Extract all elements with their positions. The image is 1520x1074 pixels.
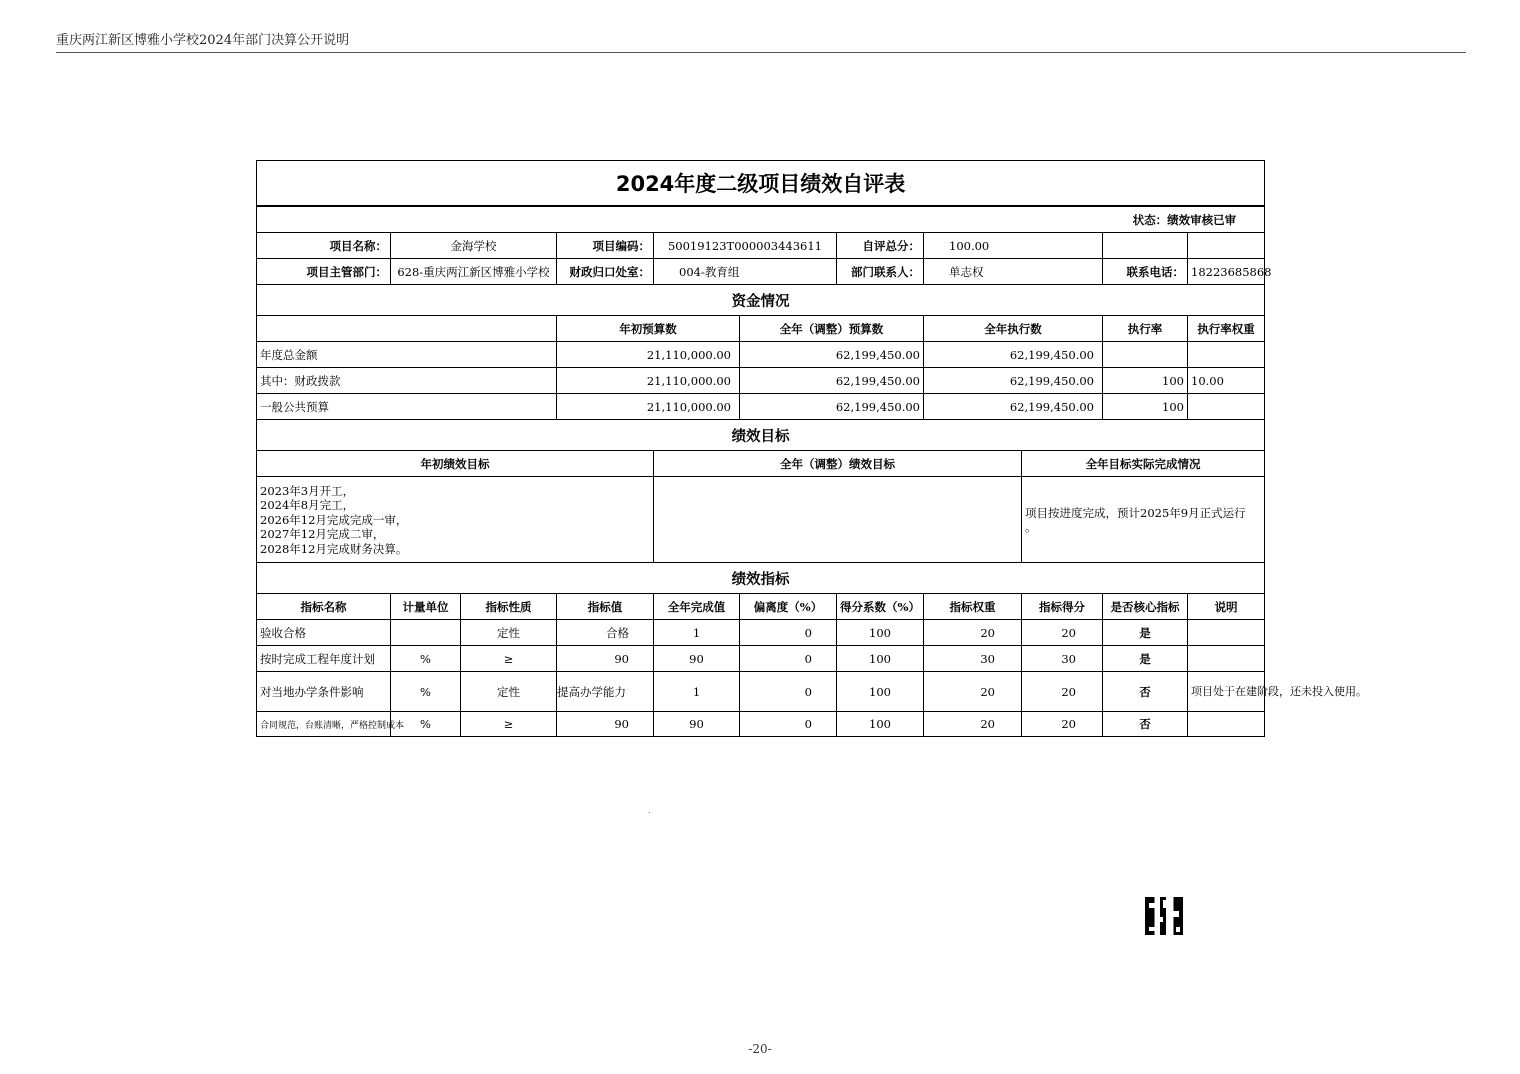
funds-row-rate: 100 xyxy=(1103,368,1188,394)
indicator-actual: 90 xyxy=(654,712,740,737)
initial-goal-line: 2026年12月完成完成一审， xyxy=(260,512,408,527)
initial-goal-line: 2028年12月完成财务决算。 xyxy=(260,541,408,556)
indicator-deviation: 0 xyxy=(740,620,837,646)
funds-section-title: 资金情况 xyxy=(257,285,1265,316)
dept-label: 项目主管部门： xyxy=(257,259,391,285)
empty-cell xyxy=(1188,233,1265,259)
funds-row-executed: 62,199,450.00 xyxy=(924,342,1103,368)
qr-code-icon xyxy=(1145,897,1183,935)
self-score-label: 自评总分： xyxy=(837,233,924,259)
indicator-value: 90 xyxy=(557,646,654,672)
contact-value: 单志权 xyxy=(924,259,1103,285)
project-code-value: 50019123T000003443611 xyxy=(654,233,837,259)
page-number: -20- xyxy=(748,1042,772,1056)
funds-row-name: 一般公共预算 xyxy=(257,394,557,420)
indicator-header: 说明 xyxy=(1188,594,1265,620)
funds-row-initial: 21,110,000.00 xyxy=(557,368,740,394)
funds-row-rate: 100 xyxy=(1103,394,1188,420)
funds-header-adjusted: 全年（调整）预算数 xyxy=(740,316,924,342)
indicator-header: 是否核心指标 xyxy=(1103,594,1188,620)
indicator-header: 偏离度（%） xyxy=(740,594,837,620)
funds-row xyxy=(257,394,1265,420)
indicator-weight: 20 xyxy=(924,620,1022,646)
self-score-value: 100.00 xyxy=(924,233,1103,259)
indicator-name: 对当地办学条件影响 xyxy=(257,672,391,712)
indicator-coef: 100 xyxy=(837,672,924,712)
funds-row-weight xyxy=(1188,394,1265,420)
project-code-label: 项目编码： xyxy=(557,233,654,259)
initial-goal-line: 2024年8月完工， xyxy=(260,498,355,513)
indicator-score: 20 xyxy=(1022,672,1103,712)
funds-row-executed: 62,199,450.00 xyxy=(924,394,1103,420)
initial-goal-line: 2023年3月开工， xyxy=(260,483,355,498)
indicator-weight: 20 xyxy=(924,712,1022,737)
funds-header-initial: 年初预算数 xyxy=(557,316,740,342)
actual-goal-text xyxy=(1022,477,1265,563)
project-name-label: 项目名称： xyxy=(257,233,391,259)
funds-row-name: 其中：财政拨款 xyxy=(257,368,557,394)
indicator-value: 合格 xyxy=(557,620,654,646)
phone-value: 18223685868 xyxy=(1188,259,1265,285)
indicator-core: 否 xyxy=(1103,712,1188,737)
indicator-nature: 定性 xyxy=(461,620,557,646)
funds-row-adjusted: 62,199,450.00 xyxy=(740,342,924,368)
indicator-coef: 100 xyxy=(837,646,924,672)
indicator-row xyxy=(257,672,1265,712)
indicator-actual: 90 xyxy=(654,646,740,672)
indicator-deviation: 0 xyxy=(740,712,837,737)
funds-row xyxy=(257,368,1265,394)
indicator-note: 项目处于在建阶段，还未投入使用。 xyxy=(1188,672,1265,712)
indicator-header: 指标性质 xyxy=(461,594,557,620)
indicator-header: 计量单位 xyxy=(391,594,461,620)
goals-header-adjusted: 全年（调整）绩效目标 xyxy=(654,451,1022,477)
indicators-section-title: 绩效指标 xyxy=(257,563,1265,594)
indicator-actual: 1 xyxy=(654,620,740,646)
indicator-nature: 定性 xyxy=(461,672,557,712)
stray-dot: . xyxy=(648,806,651,815)
project-name-value: 金海学校 xyxy=(391,233,557,259)
performance-self-evaluation-table xyxy=(256,160,1367,737)
indicator-deviation: 0 xyxy=(740,672,837,712)
indicator-weight: 30 xyxy=(924,646,1022,672)
indicator-note xyxy=(1188,712,1265,737)
indicator-value: 提高办学能力 xyxy=(557,672,654,712)
goals-header-actual: 全年目标实际完成情况 xyxy=(1022,451,1265,477)
indicator-row xyxy=(257,712,1265,737)
initial-goal-line: 2027年12月完成二审， xyxy=(260,527,385,542)
phone-label: 联系电话： xyxy=(1103,259,1188,285)
document-header: 重庆两江新区博雅小学校2024年部门决算公开说明 xyxy=(56,30,1466,53)
adjusted-goal-text xyxy=(654,477,1022,563)
indicator-name: 按时完成工程年度计划 xyxy=(257,646,391,672)
indicator-header: 指标名称 xyxy=(257,594,391,620)
indicator-core: 是 xyxy=(1103,620,1188,646)
funds-row-weight xyxy=(1188,342,1265,368)
indicator-row xyxy=(257,620,1265,646)
funds-row-executed: 62,199,450.00 xyxy=(924,368,1103,394)
funds-row-weight: 10.00 xyxy=(1188,368,1265,394)
goals-header-initial: 年初绩效目标 xyxy=(257,451,654,477)
actual-goal-line: 项目按进度完成，预计2025年9月正式运行 xyxy=(1025,505,1246,520)
indicator-score: 30 xyxy=(1022,646,1103,672)
indicator-name: 验收合格 xyxy=(257,620,391,646)
indicator-unit: % xyxy=(391,672,461,712)
indicator-unit xyxy=(391,620,461,646)
indicator-name: 合同规范，台账清晰，严格控制成本 xyxy=(257,712,391,737)
indicator-coef: 100 xyxy=(837,712,924,737)
actual-goal-line: 。 xyxy=(1025,520,1037,534)
funds-header-weight: 执行率权重 xyxy=(1188,316,1265,342)
indicator-nature: ≥ xyxy=(461,712,557,737)
form-title: 2024年度二级项目绩效自评表 xyxy=(257,161,1265,207)
funds-header-rate: 执行率 xyxy=(1103,316,1188,342)
indicator-core: 否 xyxy=(1103,672,1188,712)
finance-office-label: 财政归口处室： xyxy=(557,259,654,285)
indicator-value: 90 xyxy=(557,712,654,737)
funds-row-rate xyxy=(1103,342,1188,368)
indicator-note xyxy=(1188,646,1265,672)
indicator-actual: 1 xyxy=(654,672,740,712)
indicator-header: 指标值 xyxy=(557,594,654,620)
goals-section-title: 绩效目标 xyxy=(257,420,1265,451)
funds-row-adjusted: 62,199,450.00 xyxy=(740,394,924,420)
indicator-unit: % xyxy=(391,646,461,672)
indicator-coef: 100 xyxy=(837,620,924,646)
dept-value: 628-重庆两江新区博雅小学校 xyxy=(391,259,557,285)
funds-row xyxy=(257,342,1265,368)
contact-label: 部门联系人： xyxy=(837,259,924,285)
funds-row-name: 年度总金额 xyxy=(257,342,557,368)
indicator-note xyxy=(1188,620,1265,646)
funds-row-adjusted: 62,199,450.00 xyxy=(740,368,924,394)
indicator-weight: 20 xyxy=(924,672,1022,712)
indicator-nature: ≥ xyxy=(461,646,557,672)
funds-header-executed: 全年执行数 xyxy=(924,316,1103,342)
initial-goal-text xyxy=(257,477,654,563)
status-text: 状态：绩效审核已审 xyxy=(257,206,1265,233)
funds-row-initial: 21,110,000.00 xyxy=(557,394,740,420)
indicator-unit: % xyxy=(391,712,461,737)
indicator-header: 得分系数（%） xyxy=(837,594,924,620)
indicator-score: 20 xyxy=(1022,712,1103,737)
funds-row-initial: 21,110,000.00 xyxy=(557,342,740,368)
indicator-header: 指标得分 xyxy=(1022,594,1103,620)
indicator-score: 20 xyxy=(1022,620,1103,646)
indicator-row xyxy=(257,646,1265,672)
empty-cell xyxy=(1103,233,1188,259)
indicator-core: 是 xyxy=(1103,646,1188,672)
indicator-deviation: 0 xyxy=(740,646,837,672)
finance-office-value: 004-教育组 xyxy=(654,259,837,285)
empty-cell xyxy=(257,316,557,342)
indicator-header: 指标权重 xyxy=(924,594,1022,620)
indicator-header: 全年完成值 xyxy=(654,594,740,620)
